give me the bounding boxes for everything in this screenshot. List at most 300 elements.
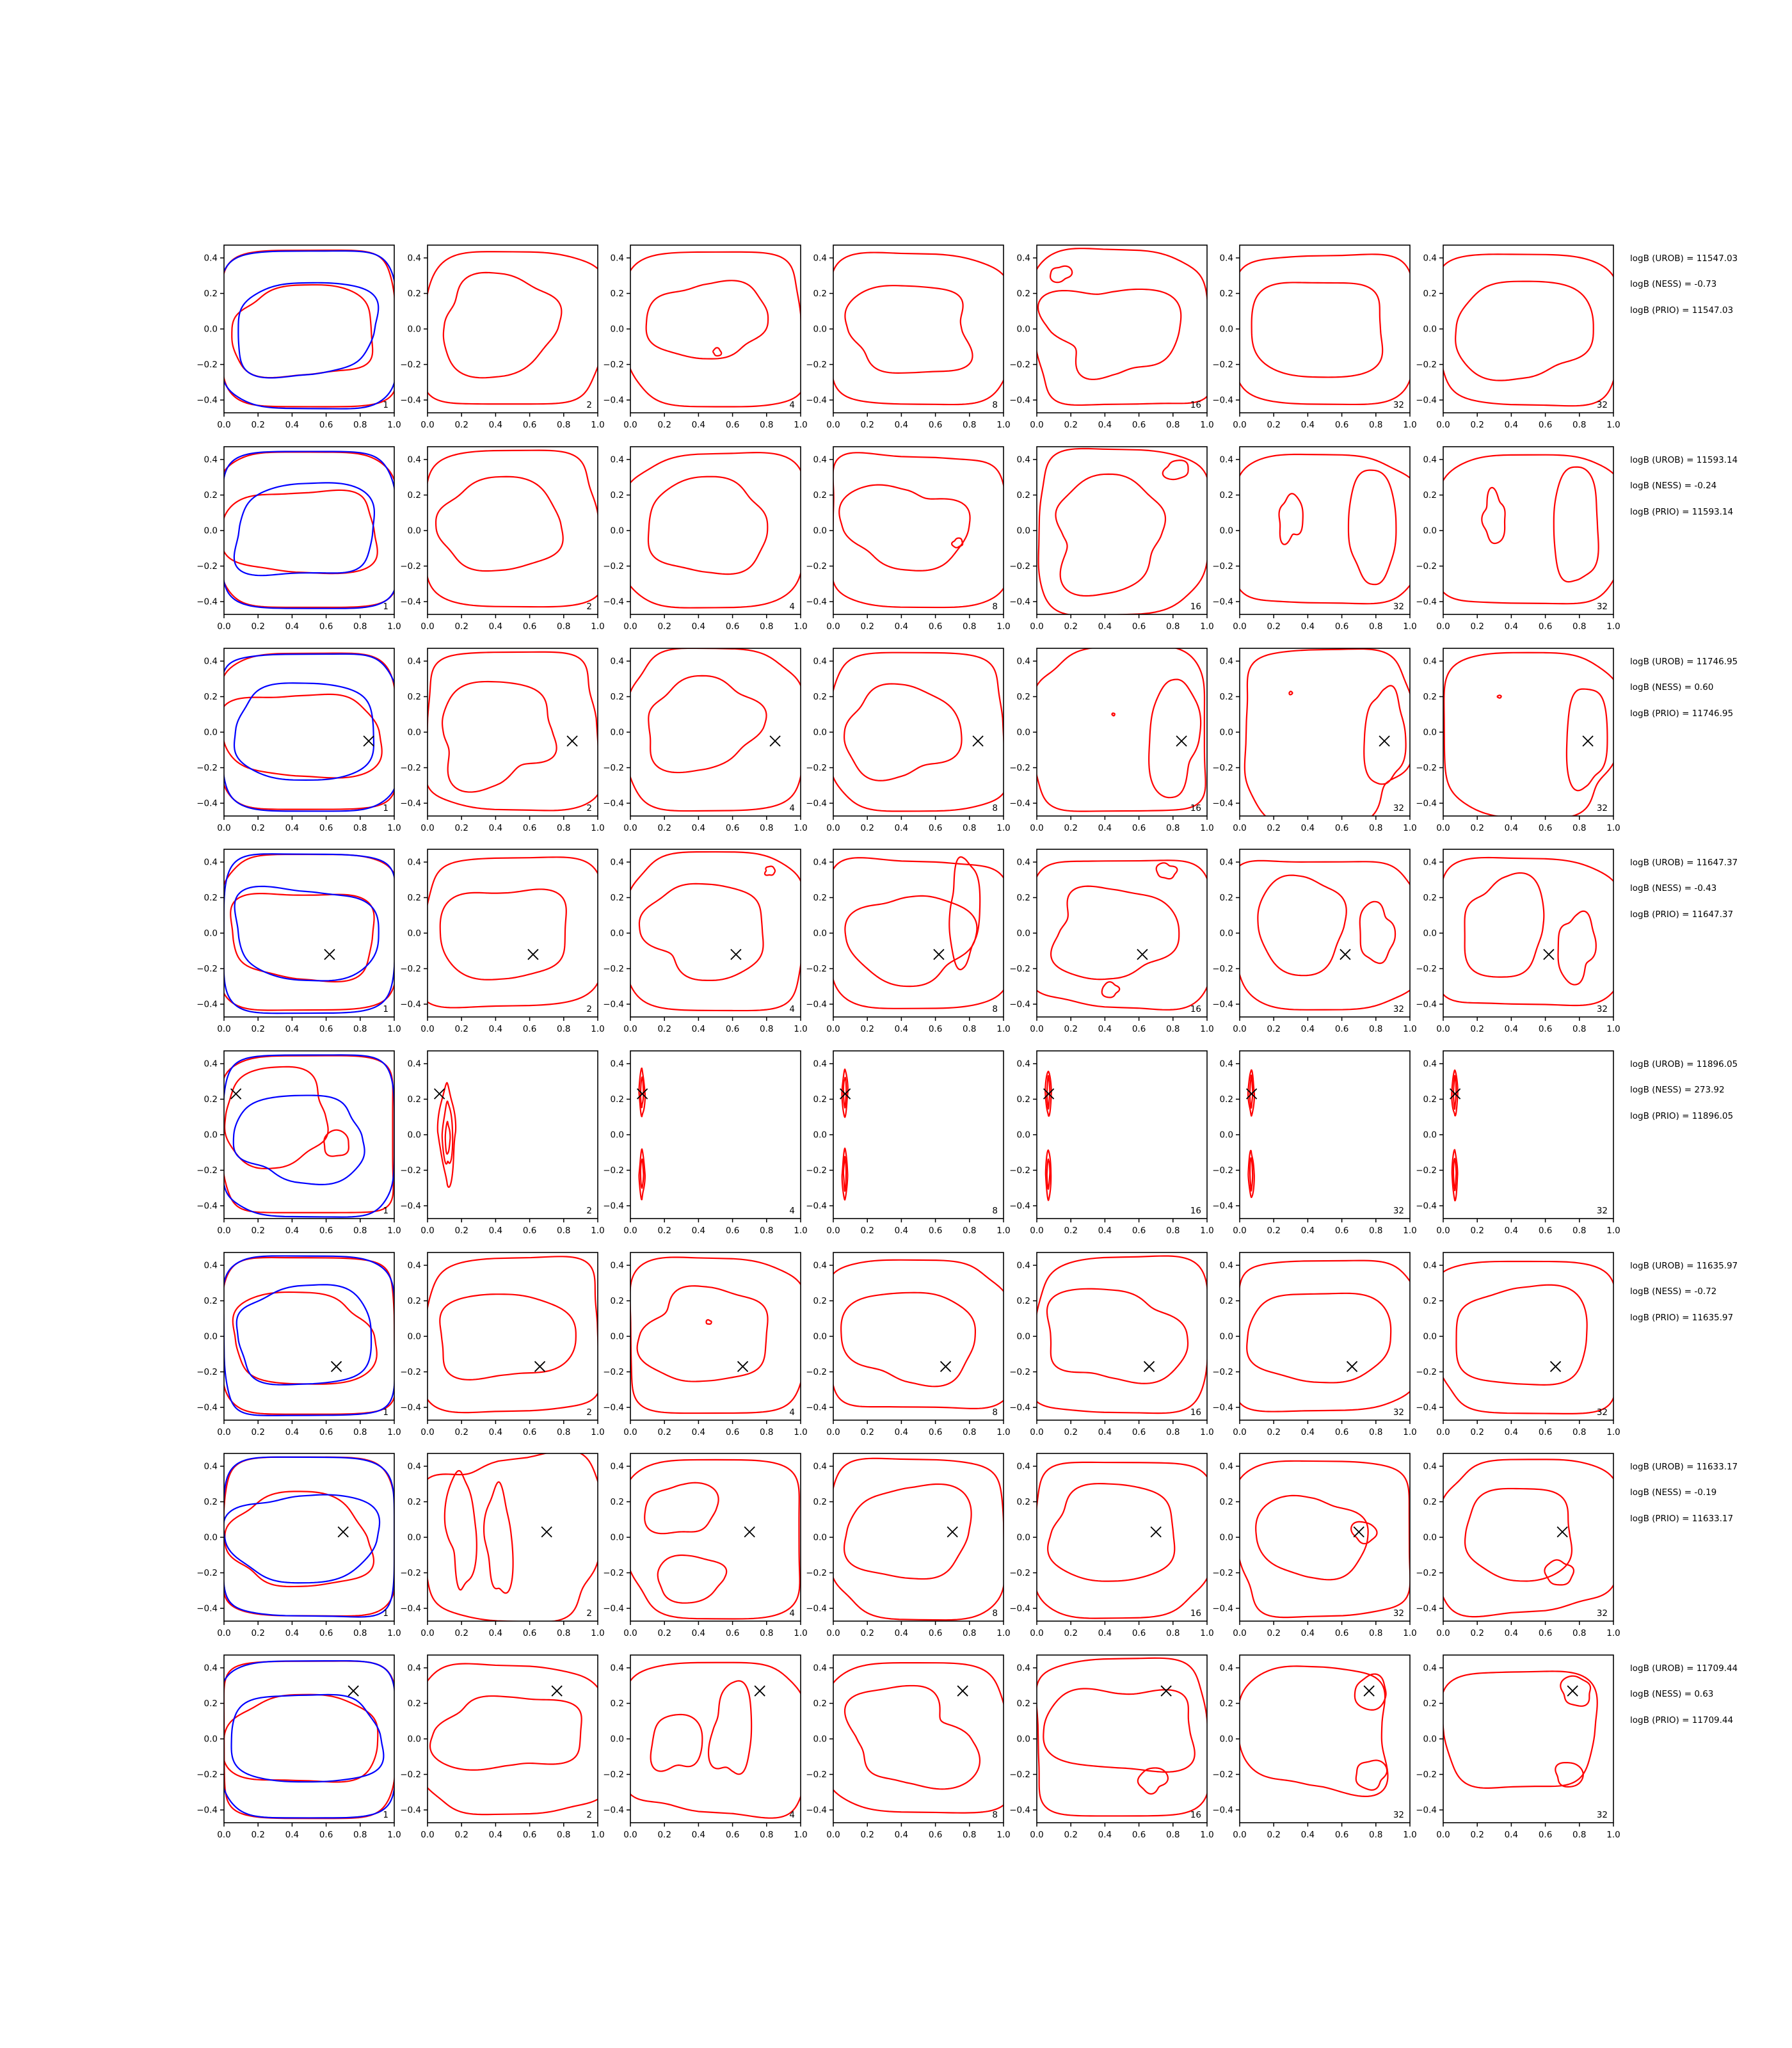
axes-box (428, 245, 598, 413)
y-tick-label: 0.2 (1016, 691, 1030, 702)
x-tick-label: 0.8 (353, 420, 367, 430)
y-tick-label: 0.2 (1219, 1094, 1233, 1105)
x-tick-label: 0.2 (1267, 1628, 1281, 1638)
x-tick-label: 0.8 (760, 1024, 774, 1034)
x-tick-label: 0.8 (1369, 1226, 1383, 1236)
corner-count-label: 4 (789, 400, 795, 410)
y-tick-label: −0.4 (196, 596, 218, 607)
y-tick-label: −0.4 (1212, 1201, 1233, 1212)
red-contour (1112, 713, 1114, 716)
x-tick-label: 1.0 (1403, 621, 1417, 632)
x-tick-label: 0.4 (894, 1628, 909, 1638)
x-tick-label: 1.0 (1606, 1024, 1620, 1034)
x-tick-label: 0.6 (1334, 1427, 1349, 1437)
x-tick-label: 1.0 (591, 1226, 605, 1236)
x-tick-label: 0.2 (1064, 621, 1078, 632)
x-tick-label: 0.6 (522, 621, 537, 632)
y-tick-label: −0.4 (196, 395, 218, 406)
red-contour (1456, 1285, 1587, 1385)
x-tick-label: 0.0 (217, 1226, 231, 1236)
y-tick-label: 0.4 (407, 1663, 421, 1674)
blue-contour (223, 1055, 394, 1217)
axes-box (224, 648, 394, 816)
x-tick-label: 0.0 (1030, 1830, 1044, 1840)
x-marker (1340, 949, 1350, 959)
x-tick-label: 1.0 (1200, 1830, 1214, 1840)
axes-box (1443, 1252, 1613, 1420)
corner-count-label: 1 (383, 1407, 388, 1418)
axes-box (1443, 1453, 1613, 1621)
y-tick-label: 0.2 (407, 1496, 421, 1507)
axes-box (1037, 849, 1207, 1017)
red-contour (952, 538, 963, 548)
axes-box (224, 245, 394, 413)
x-tick-label: 0.8 (760, 1830, 774, 1840)
x-tick-label: 0.2 (1064, 420, 1078, 430)
axes-box (1037, 1252, 1207, 1420)
y-tick-label: 0.4 (1016, 656, 1030, 667)
y-tick-label: 0.4 (1219, 1663, 1233, 1674)
x-tick-label: 0.4 (894, 1427, 909, 1437)
x-tick-label: 0.0 (1436, 823, 1450, 833)
y-tick-label: 0.4 (1219, 1461, 1233, 1472)
y-tick-label: 0.4 (610, 1260, 624, 1271)
y-tick-label: 0.2 (813, 288, 827, 299)
x-tick-label: 0.6 (1132, 1628, 1146, 1638)
y-tick-label: −0.2 (400, 360, 421, 371)
x-tick-label: 1.0 (794, 823, 808, 833)
x-tick-label: 0.8 (1572, 621, 1587, 632)
red-contour (830, 253, 1012, 405)
blue-contour (238, 283, 378, 378)
corner-count-label: 32 (1393, 1810, 1404, 1820)
x-tick-label: 0.2 (454, 823, 468, 833)
corner-count-label: 8 (992, 1004, 998, 1014)
axes-box (1443, 648, 1613, 816)
corner-count-label: 32 (1596, 803, 1608, 813)
red-contour (1256, 1496, 1368, 1580)
logb-urob-annotation: logB (UROB) = 11647.37 (1630, 858, 1738, 868)
y-tick-label: 0.2 (204, 892, 218, 903)
red-contour (648, 676, 766, 772)
x-tick-label: 0.0 (1030, 420, 1044, 430)
y-tick-label: −0.2 (603, 561, 624, 572)
axes-box (1037, 245, 1207, 413)
x-marker (1364, 1686, 1374, 1696)
x-tick-label: 0.0 (826, 1628, 840, 1638)
x-tick-label: 0.4 (894, 1226, 909, 1236)
y-tick-label: 0.0 (1016, 1532, 1030, 1543)
red-contour (419, 857, 604, 1007)
axes-box (630, 648, 801, 816)
y-tick-label: −0.2 (603, 763, 624, 774)
x-tick-label: 0.2 (1470, 1226, 1484, 1236)
logb-ness-annotation: logB (NESS) = 0.63 (1630, 1689, 1714, 1699)
x-marker (364, 736, 374, 746)
y-tick-label: −0.4 (196, 999, 218, 1010)
y-tick-label: 0.4 (1219, 1260, 1233, 1271)
x-tick-label: 0.6 (1334, 1226, 1349, 1236)
y-tick-label: 0.0 (1423, 324, 1437, 335)
x-tick-label: 0.8 (1572, 420, 1587, 430)
y-tick-label: 0.4 (813, 1260, 827, 1271)
y-tick-label: 0.2 (1423, 1094, 1437, 1105)
y-tick-label: −0.2 (1416, 1770, 1437, 1780)
red-contour (1348, 470, 1396, 585)
axes-box (224, 1453, 394, 1621)
blue-contour (222, 451, 397, 608)
x-tick-label: 0.0 (826, 1024, 840, 1034)
x-tick-label: 0.2 (1267, 420, 1281, 430)
x-marker (947, 1527, 957, 1537)
y-tick-label: 0.0 (1016, 1734, 1030, 1745)
red-contour (436, 477, 563, 571)
x-tick-label: 0.8 (1166, 823, 1180, 833)
x-tick-label: 0.4 (1504, 420, 1519, 430)
y-tick-label: −0.4 (1416, 999, 1437, 1010)
x-tick-label: 0.0 (826, 1226, 840, 1236)
axes-box (833, 1051, 1004, 1219)
red-contour (1289, 691, 1292, 694)
y-tick-label: 0.4 (407, 1461, 421, 1472)
y-tick-label: −0.2 (603, 964, 624, 975)
corner-count-label: 2 (586, 1407, 592, 1418)
y-tick-label: 0.4 (1016, 1260, 1030, 1271)
y-tick-label: −0.4 (1212, 395, 1233, 406)
y-tick-label: −0.2 (806, 1367, 827, 1378)
y-tick-label: 0.2 (407, 691, 421, 702)
blue-contour (234, 483, 374, 575)
x-tick-label: 0.6 (1334, 1830, 1349, 1840)
axes-box (428, 849, 598, 1017)
x-tick-label: 0.8 (1166, 621, 1180, 632)
x-tick-label: 0.4 (1300, 823, 1315, 833)
y-tick-label: 0.0 (204, 324, 218, 335)
x-tick-label: 1.0 (1606, 1830, 1620, 1840)
x-tick-label: 0.2 (454, 420, 468, 430)
red-contour (1437, 254, 1619, 406)
corner-count-label: 2 (586, 602, 592, 612)
y-tick-label: −0.2 (196, 360, 218, 371)
red-contour (440, 1294, 576, 1380)
x-tick-label: 0.8 (963, 1024, 977, 1034)
subplot-r1c7 (1393, 235, 1634, 444)
x-tick-label: 0.4 (894, 420, 909, 430)
red-contour (844, 684, 961, 780)
red-contour (422, 252, 606, 404)
red-contour (1238, 1666, 1388, 1796)
x-tick-label: 1.0 (996, 1830, 1011, 1840)
y-tick-label: 0.2 (1219, 1496, 1233, 1507)
y-tick-label: −0.2 (1212, 1165, 1233, 1176)
y-tick-label: 0.4 (1423, 857, 1437, 868)
x-tick-label: 0.4 (1504, 1628, 1519, 1638)
x-tick-label: 0.8 (1572, 1226, 1587, 1236)
x-tick-label: 0.6 (928, 1628, 943, 1638)
x-tick-label: 0.6 (725, 621, 740, 632)
x-tick-label: 0.6 (725, 1628, 740, 1638)
y-tick-label: −0.2 (400, 1165, 421, 1176)
x-marker (1354, 1527, 1364, 1537)
x-tick-label: 0.0 (623, 1628, 637, 1638)
y-tick-label: −0.2 (603, 360, 624, 371)
y-tick-label: 0.0 (813, 1532, 827, 1543)
y-tick-label: −0.4 (1009, 999, 1030, 1010)
red-contour (832, 452, 1009, 607)
x-tick-label: 0.4 (691, 1830, 706, 1840)
y-tick-label: 0.4 (610, 1461, 624, 1472)
x-marker (1557, 1527, 1567, 1537)
y-tick-label: 0.4 (1016, 1663, 1030, 1674)
x-tick-label: 0.8 (963, 420, 977, 430)
subplot-r5c7 (1393, 1041, 1634, 1249)
x-tick-label: 0.6 (1132, 420, 1146, 430)
logb-prio-annotation: logB (PRIO) = 11647.37 (1630, 909, 1734, 920)
x-tick-label: 1.0 (1403, 1226, 1417, 1236)
red-contour (624, 1460, 800, 1619)
y-tick-label: −0.2 (1212, 964, 1233, 975)
x-tick-label: 0.6 (1538, 1024, 1553, 1034)
y-tick-label: −0.4 (806, 1201, 827, 1212)
x-tick-label: 0.4 (894, 1024, 909, 1034)
axes-box (1037, 1453, 1207, 1621)
corner-count-label: 32 (1596, 1810, 1608, 1820)
corner-count-label: 8 (992, 1206, 998, 1216)
x-tick-label: 0.0 (623, 1830, 637, 1840)
y-tick-label: −0.4 (1416, 1402, 1437, 1413)
y-tick-label: 0.2 (813, 691, 827, 702)
x-tick-label: 0.6 (319, 1226, 333, 1236)
y-tick-label: 0.0 (1423, 1532, 1437, 1543)
y-tick-label: −0.2 (1009, 1367, 1030, 1378)
y-tick-label: 0.2 (813, 490, 827, 500)
x-tick-label: 0.8 (557, 1024, 571, 1034)
x-tick-label: 1.0 (1200, 621, 1214, 632)
x-tick-label: 1.0 (591, 1024, 605, 1034)
y-tick-label: 0.2 (1016, 288, 1030, 299)
x-marker (1567, 1686, 1578, 1696)
y-tick-label: 0.2 (1423, 691, 1437, 702)
red-contour (713, 348, 721, 356)
y-tick-label: −0.2 (196, 561, 218, 572)
y-tick-label: 0.2 (610, 1496, 624, 1507)
x-tick-label: 1.0 (1403, 1830, 1417, 1840)
y-tick-label: −0.2 (400, 964, 421, 975)
y-tick-label: 0.4 (813, 656, 827, 667)
y-tick-label: 0.0 (610, 1532, 624, 1543)
y-tick-label: −0.2 (806, 964, 827, 975)
y-tick-label: 0.4 (610, 656, 624, 667)
y-tick-label: −0.4 (806, 1603, 827, 1614)
x-tick-label: 0.0 (1030, 1427, 1044, 1437)
x-tick-label: 0.4 (1504, 621, 1519, 632)
red-contour (444, 273, 562, 378)
corner-count-label: 4 (789, 1206, 795, 1216)
red-contour (1455, 282, 1594, 381)
y-tick-label: 0.4 (813, 857, 827, 868)
red-contour (1560, 1676, 1590, 1706)
subplot-r4c7 (1393, 839, 1634, 1048)
axes-box (1240, 849, 1410, 1017)
y-tick-label: −0.4 (1009, 1201, 1030, 1212)
y-tick-label: 0.2 (204, 1496, 218, 1507)
y-tick-label: 0.0 (813, 1734, 827, 1745)
x-tick-label: 0.4 (691, 1024, 706, 1034)
x-tick-label: 1.0 (794, 1830, 808, 1840)
red-contour (1360, 902, 1395, 963)
red-contour (445, 1121, 451, 1154)
red-contour (845, 1686, 980, 1789)
y-tick-label: −0.2 (806, 1568, 827, 1579)
corner-count-label: 1 (383, 1004, 388, 1014)
x-tick-label: 0.8 (1166, 420, 1180, 430)
y-tick-label: 0.0 (813, 1130, 827, 1140)
y-tick-label: −0.4 (1416, 596, 1437, 607)
y-tick-label: 0.0 (1423, 1734, 1437, 1745)
y-tick-label: 0.0 (813, 324, 827, 335)
x-tick-label: 0.4 (691, 420, 706, 430)
subplot-r6c7 (1393, 1242, 1634, 1451)
x-tick-label: 0.0 (1233, 1427, 1247, 1437)
y-tick-label: 0.0 (1219, 727, 1233, 738)
red-contour (233, 1292, 377, 1384)
y-tick-label: −0.2 (603, 1568, 624, 1579)
x-marker (934, 949, 944, 959)
y-tick-label: 0.0 (1016, 1130, 1030, 1140)
axes-box (630, 1453, 801, 1621)
y-tick-label: 0.4 (1423, 454, 1437, 465)
x-tick-label: 0.4 (1098, 1628, 1112, 1638)
y-tick-label: 0.2 (407, 1094, 421, 1105)
x-marker (957, 1686, 968, 1696)
x-tick-label: 1.0 (387, 1024, 401, 1034)
x-tick-label: 0.4 (1098, 1024, 1112, 1034)
subplot-r7c7 (1393, 1443, 1634, 1652)
logb-urob-annotation: logB (UROB) = 11635.97 (1630, 1261, 1738, 1271)
corner-count-label: 2 (586, 1206, 592, 1216)
y-tick-label: −0.4 (1009, 1603, 1030, 1614)
y-tick-label: 0.0 (1423, 1331, 1437, 1342)
corner-count-label: 2 (586, 803, 592, 813)
corner-count-label: 16 (1190, 1206, 1201, 1216)
x-tick-label: 1.0 (1200, 420, 1214, 430)
x-tick-label: 1.0 (996, 621, 1011, 632)
x-tick-label: 0.6 (1334, 1024, 1349, 1034)
x-tick-label: 1.0 (1403, 823, 1417, 833)
y-tick-label: 0.2 (1016, 1698, 1030, 1709)
x-tick-label: 0.4 (285, 420, 300, 430)
axes-box (1240, 1252, 1410, 1420)
logb-urob-annotation: logB (UROB) = 11593.14 (1630, 455, 1738, 465)
y-tick-label: 0.2 (407, 1295, 421, 1306)
x-marker (541, 1527, 552, 1537)
y-tick-label: 0.4 (1423, 1260, 1437, 1271)
x-tick-label: 0.2 (1064, 1830, 1078, 1840)
y-tick-label: 0.4 (204, 857, 218, 868)
y-tick-label: −0.2 (400, 1770, 421, 1780)
x-tick-label: 0.8 (760, 1628, 774, 1638)
red-contour (219, 452, 399, 607)
x-tick-label: 0.0 (217, 1830, 231, 1840)
x-tick-label: 0.2 (454, 1427, 468, 1437)
y-tick-label: −0.2 (1212, 1367, 1233, 1378)
y-tick-label: 0.0 (407, 1532, 421, 1543)
y-tick-label: 0.4 (407, 454, 421, 465)
x-tick-label: 0.4 (488, 1226, 503, 1236)
x-marker (744, 1527, 755, 1537)
x-tick-label: 0.2 (454, 621, 468, 632)
y-tick-label: −0.4 (603, 1201, 624, 1212)
red-contour (1247, 1293, 1391, 1383)
x-tick-label: 0.0 (1233, 823, 1247, 833)
y-tick-label: 0.0 (1016, 1331, 1030, 1342)
y-tick-label: 0.2 (1016, 1496, 1030, 1507)
subplot-r3c7 (1393, 638, 1634, 847)
y-tick-label: −0.2 (1212, 561, 1233, 572)
y-tick-label: 0.2 (204, 490, 218, 500)
y-tick-label: 0.0 (1423, 928, 1437, 939)
y-tick-label: 0.2 (1423, 1496, 1437, 1507)
x-tick-label: 0.6 (725, 1427, 740, 1437)
red-contour (765, 867, 775, 876)
y-tick-label: −0.2 (196, 1770, 218, 1780)
blue-contour (220, 251, 397, 409)
red-contour (639, 884, 764, 980)
y-tick-label: −0.4 (196, 1805, 218, 1816)
y-tick-label: 0.0 (1219, 1331, 1233, 1342)
logb-prio-annotation: logB (PRIO) = 11633.17 (1630, 1514, 1734, 1524)
y-tick-label: −0.2 (603, 1165, 624, 1176)
x-tick-label: 0.2 (251, 1226, 265, 1236)
y-tick-label: 0.4 (1423, 1461, 1437, 1472)
y-tick-label: −0.2 (603, 1770, 624, 1780)
blue-contour (223, 1256, 395, 1415)
y-tick-label: 0.0 (610, 928, 624, 939)
x-tick-label: 0.2 (657, 1628, 671, 1638)
x-tick-label: 0.6 (725, 1226, 740, 1236)
logb-urob-annotation: logB (UROB) = 11896.05 (1630, 1059, 1738, 1069)
y-tick-label: 0.4 (1423, 656, 1437, 667)
y-tick-label: 0.0 (610, 1734, 624, 1745)
y-tick-label: −0.2 (400, 1568, 421, 1579)
y-tick-label: 0.2 (204, 1295, 218, 1306)
x-tick-label: 0.8 (353, 621, 367, 632)
y-tick-label: 0.2 (610, 1295, 624, 1306)
x-tick-label: 1.0 (794, 1024, 808, 1034)
x-tick-label: 0.2 (251, 1830, 265, 1840)
y-tick-label: 0.0 (204, 928, 218, 939)
axes-box (833, 648, 1004, 816)
x-tick-label: 0.8 (760, 1226, 774, 1236)
red-contour (484, 1482, 513, 1594)
y-tick-label: 0.2 (1016, 490, 1030, 500)
y-tick-label: 0.0 (1219, 1532, 1233, 1543)
y-tick-label: 0.0 (1423, 727, 1437, 738)
x-tick-label: 0.2 (251, 1024, 265, 1034)
y-tick-label: 0.2 (204, 1698, 218, 1709)
corner-count-label: 32 (1596, 1407, 1608, 1418)
x-tick-label: 0.4 (691, 621, 706, 632)
x-tick-label: 0.4 (691, 823, 706, 833)
x-tick-label: 0.2 (657, 1024, 671, 1034)
y-tick-label: −0.4 (603, 999, 624, 1010)
x-tick-label: 0.4 (1504, 1226, 1519, 1236)
y-tick-label: 0.4 (1423, 253, 1437, 264)
x-tick-label: 0.2 (1064, 823, 1078, 833)
red-contour (625, 852, 804, 1011)
x-tick-label: 0.6 (928, 1226, 943, 1236)
y-tick-label: 0.0 (813, 1331, 827, 1342)
